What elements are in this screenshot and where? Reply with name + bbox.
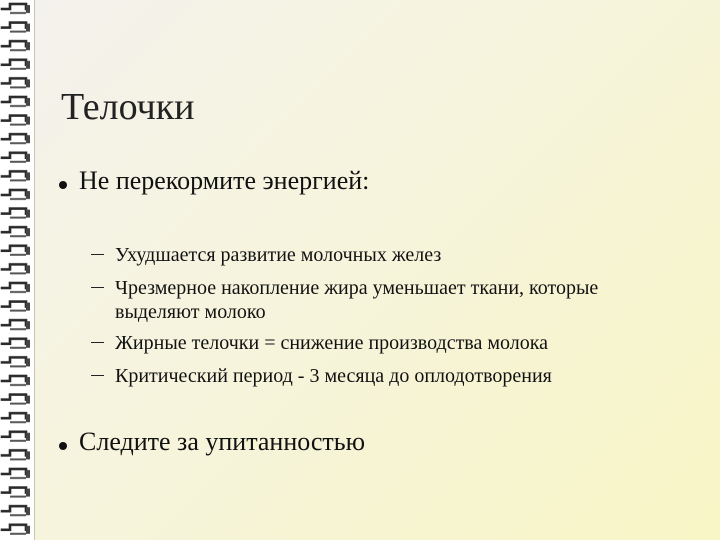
dash-icon: [91, 254, 104, 255]
sub-bullet-text: Жирные телочки = снижение производства молока: [115, 332, 549, 354]
sub-bullet-text: Чрезмерное накопление жира уменьшает ткани, которые выделяют молоко: [115, 277, 599, 323]
bullet-text: Не перекормите энергией:: [79, 166, 370, 195]
sub-bullet-text: Критический период - 3 месяца до оплодотворения: [115, 365, 552, 387]
slide-title: Телочки: [61, 86, 195, 128]
sub-bullet-text: Ухудшается развитие молочных желез: [115, 244, 442, 266]
dash-icon: [91, 375, 104, 376]
slide-page: [34, 0, 720, 540]
bullet-text: Следите за упитанностью: [79, 427, 366, 456]
dash-icon: [91, 287, 104, 288]
spiral-binding-icon: [0, 0, 34, 540]
bullet-dot-icon: [59, 181, 67, 189]
bullet-dot-icon: [59, 442, 67, 450]
dash-icon: [91, 342, 104, 343]
